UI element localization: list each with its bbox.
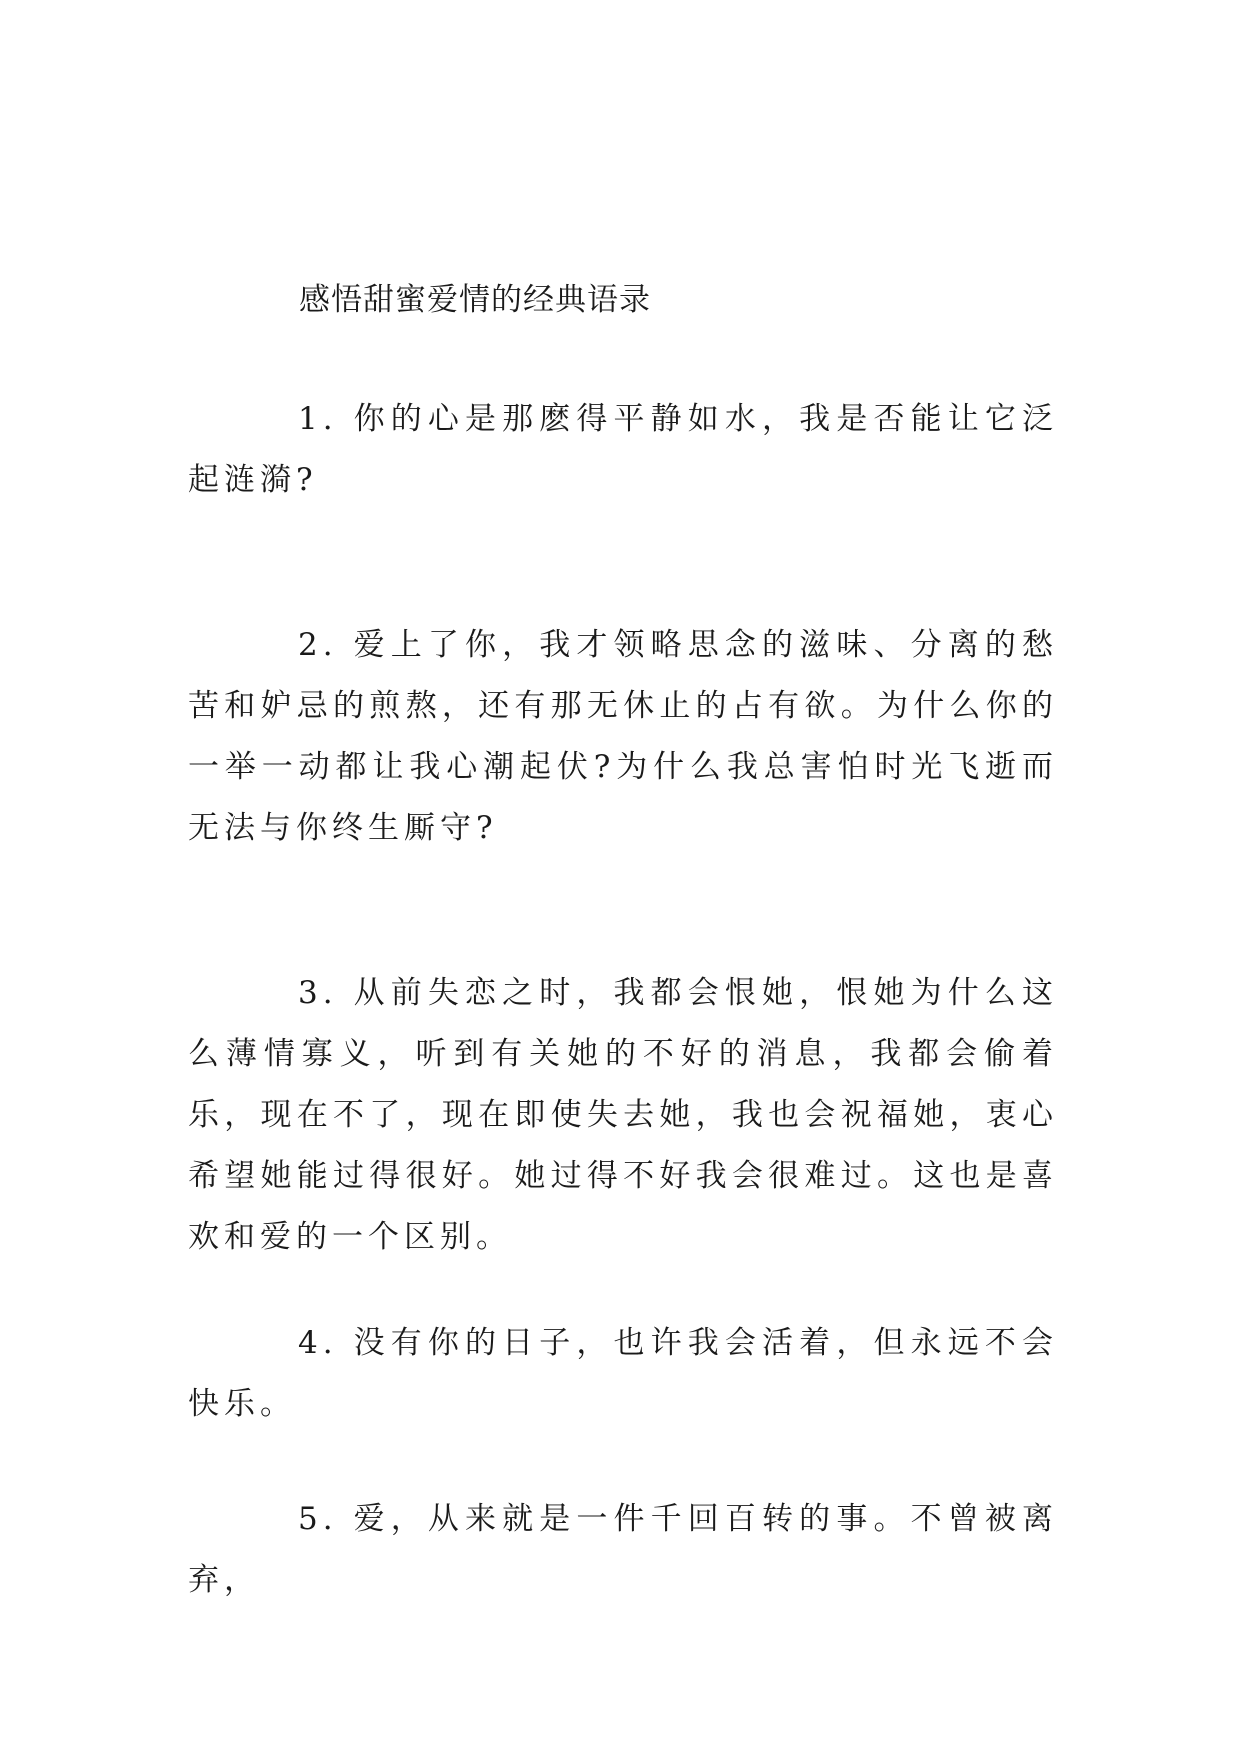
quote-paragraph-5: 5. 爱，从来就是一件千回百转的事。不曾被离弃， <box>188 1501 1058 1598</box>
quote-paragraph-2: 2. 爱上了你，我才领略思念的滋味、分离的愁苦和妒忌的煎熬，还有那无休止的占有欲。为什么你的一举一动都让我心潮起伏?为什么我总害怕时光飞逝而无法与你终生厮守? <box>188 627 1058 846</box>
document-title: 感悟甜蜜爱情的经典语录 <box>299 282 651 318</box>
quote-paragraph-4: 4. 没有你的日子，也许我会活着，但永远不会快乐。 <box>188 1325 1058 1422</box>
quote-paragraph-1: 1. 你的心是那麽得平静如水，我是否能让它泛起涟漪? <box>188 401 1058 498</box>
quote-paragraph-3: 3. 从前失恋之时，我都会恨她，恨她为什么这么薄情寡义，听到有关她的不好的消息，我都会偷着乐，现在不了，现在即使失去她，我也会祝福她，衷心希望她能过得很好。她过得不好我会很难过。这也是喜欢和爱的一个区别。 <box>188 975 1058 1255</box>
